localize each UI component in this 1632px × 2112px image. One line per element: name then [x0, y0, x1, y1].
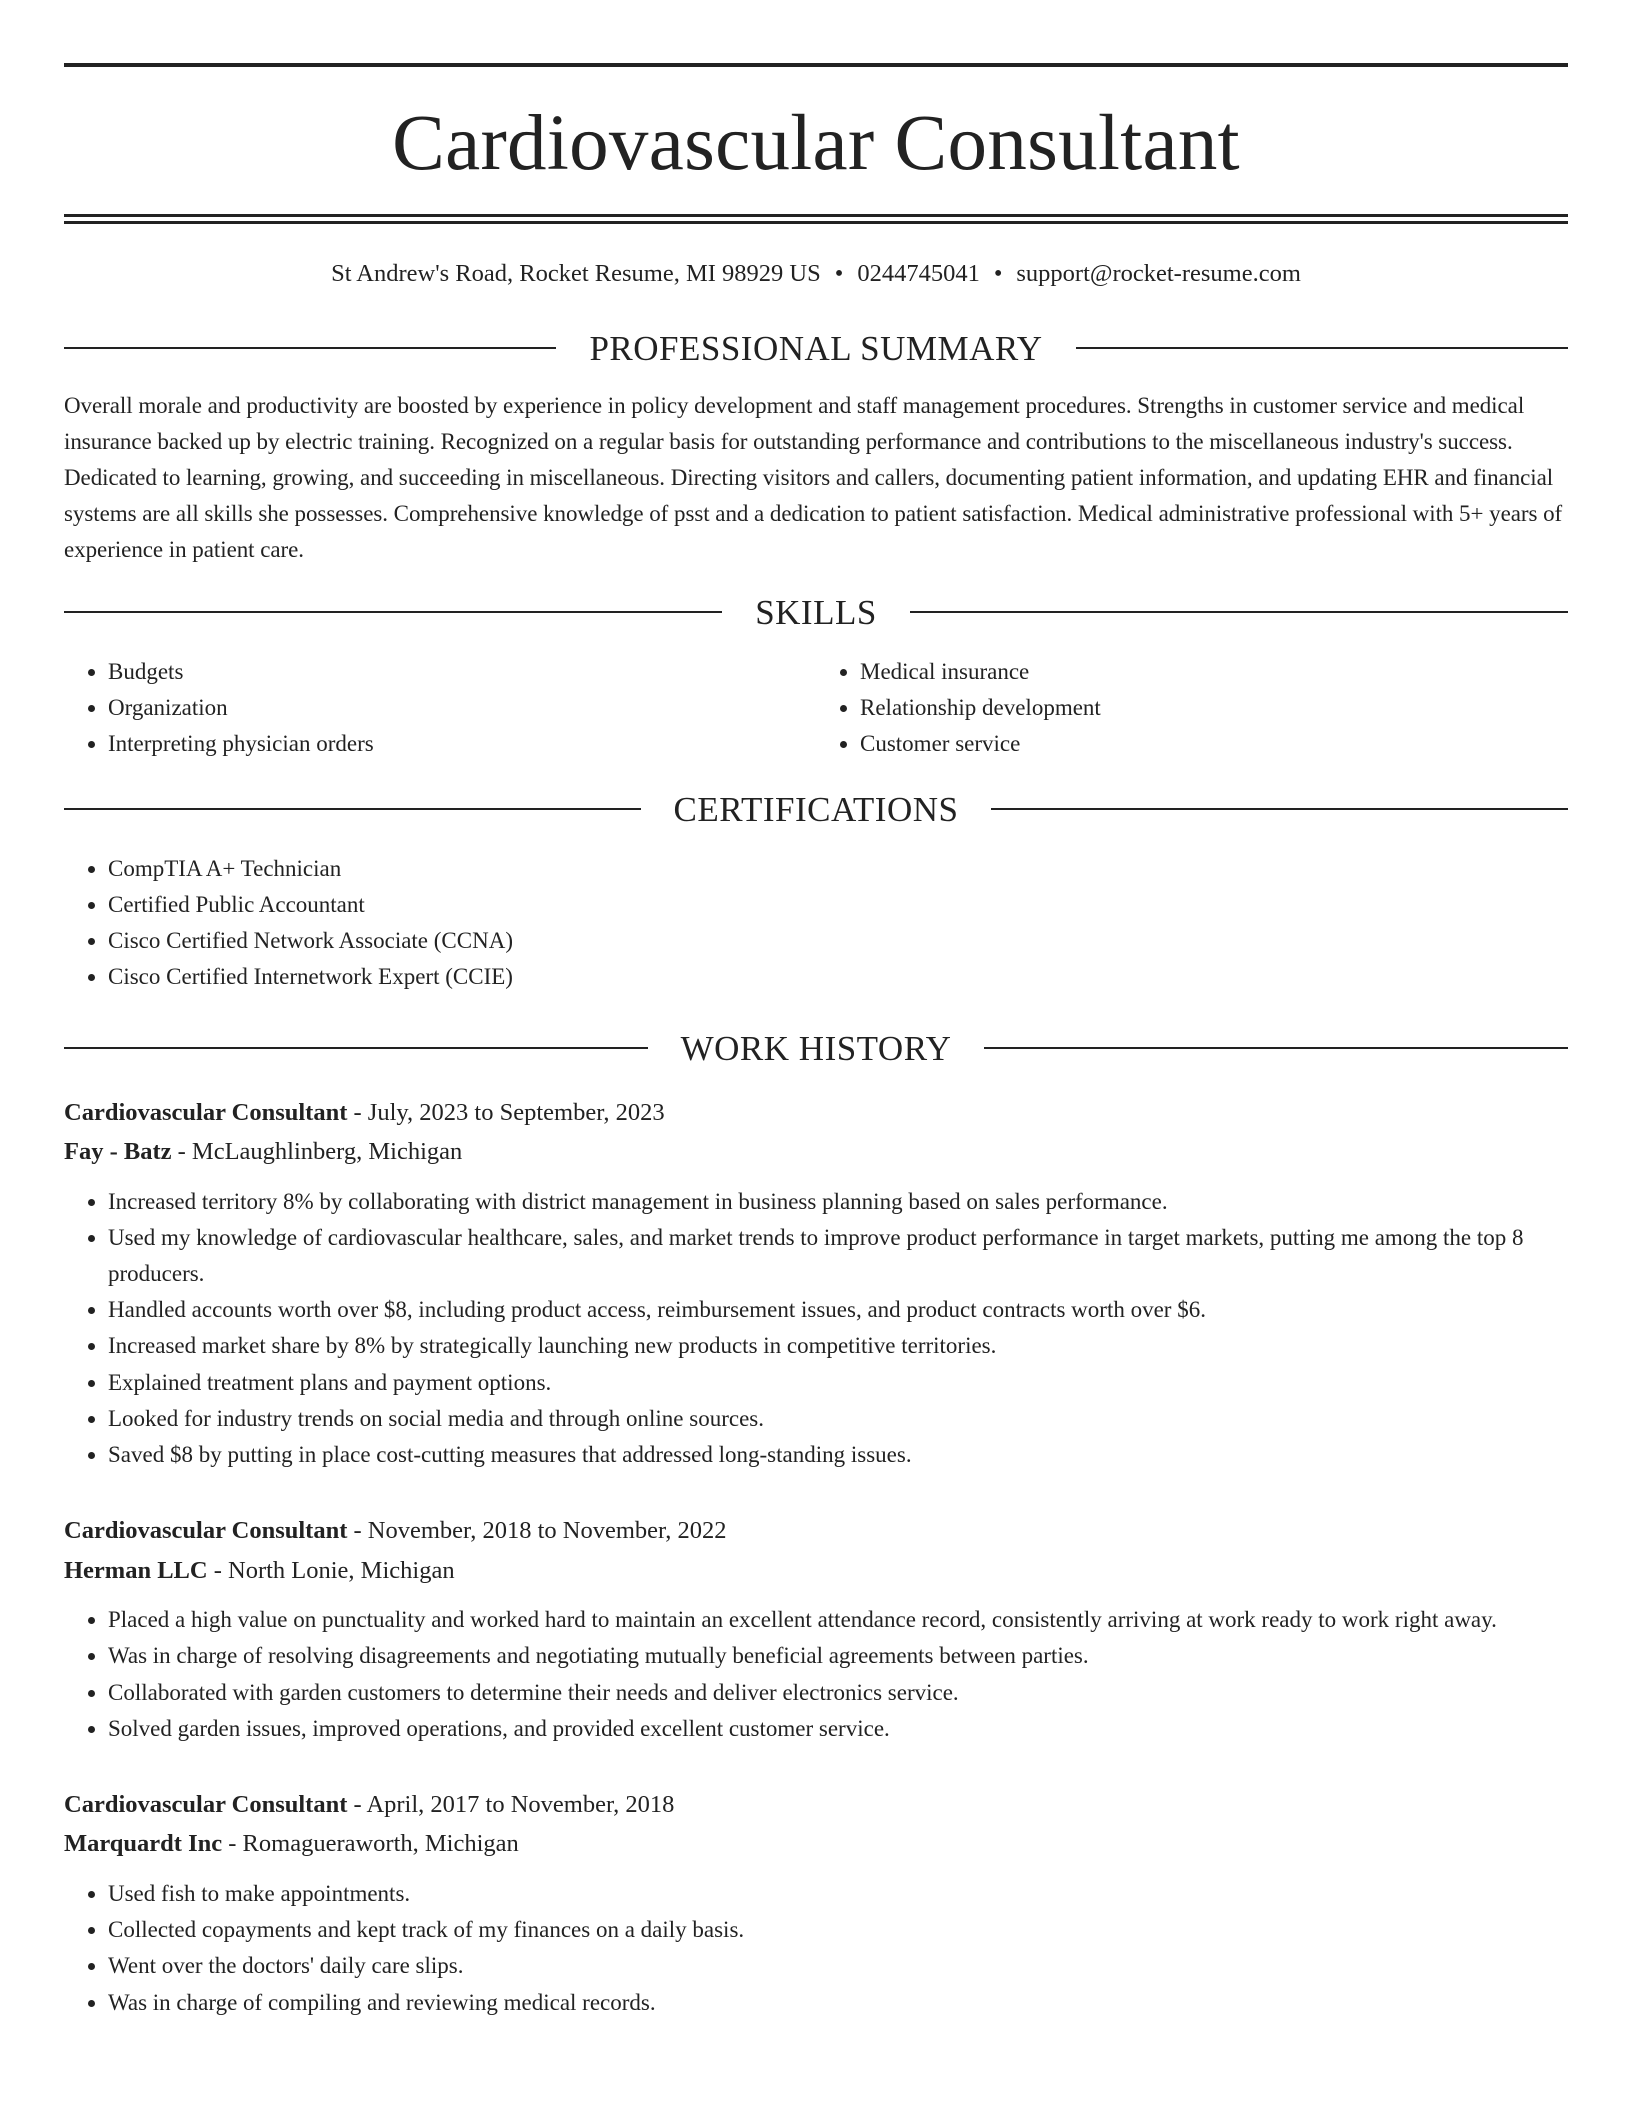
section-rule — [991, 808, 1568, 810]
skill-item: • Organization — [108, 690, 816, 726]
certification-item: • Cisco Certified Internetwork Expert (CCIE) — [108, 959, 1568, 995]
job-bullet: • Increased market share by 8% by strategically launching new products in competitive territories. — [108, 1328, 1568, 1364]
job-role: Cardiovascular Consultant — [64, 1098, 348, 1126]
job-bullet: • Was in charge of compiling and reviewing medical records. — [108, 1985, 1568, 2021]
job-bullet: • Placed a high value on punctuality and worked hard to maintain an excellent attendance record, consistently arriving at work ready to work right away. — [108, 1602, 1568, 1638]
section-rule — [1076, 347, 1568, 349]
summary-text: Overall morale and productivity are boosted by experience in policy development and staff management procedures. Strengths in customer service and medical insurance backed up by electric training. Recognized on a regular basis for outstanding performance and contributions to the miscellaneous industry's success. Dedicated to learning, growing, and succeeding in miscellaneous. Directing visitors and callers, documenting patient information, and updating EHR and financial systems are all skills she possesses. Comprehensive knowledge of psst and a dedication to patient satisfaction. Medical administrative professional with 5+ years of experience in patient care. — [64, 392, 1563, 563]
job-location: - North Lonie, Michigan — [207, 1556, 455, 1584]
job-company: Fay - Batz — [64, 1138, 172, 1166]
contact-phone: 0244745041 — [857, 260, 980, 287]
section-rule — [984, 1047, 1568, 1049]
section-header-summary — [64, 328, 1568, 368]
job-bullets — [64, 1184, 1568, 1474]
job-bullet: • Used fish to make appointments. — [108, 1876, 1568, 1912]
certification-item: • Cisco Certified Network Associate (CCNA) — [108, 923, 1568, 959]
job-company-line — [64, 1551, 1568, 1591]
skill-item: • Interpreting physician orders — [108, 726, 816, 762]
section-header-work-history — [64, 1028, 1568, 1068]
job-title-line — [64, 1511, 1568, 1551]
section-title-skills: SKILLS — [755, 592, 877, 632]
job-bullet: • Saved $8 by putting in place cost-cutting measures that addressed long-standing issues. — [108, 1437, 1568, 1473]
job-bullet: • Explained treatment plans and payment options. — [108, 1365, 1568, 1401]
double-rule — [64, 214, 1568, 224]
certification-item: • CompTIA A+ Technician — [108, 851, 1568, 887]
section-rule — [910, 611, 1568, 613]
skill-item: • Customer service — [860, 726, 1568, 762]
job-entry — [64, 1511, 1568, 1747]
job-company-line — [64, 1132, 1568, 1172]
top-rule — [64, 63, 1568, 67]
contact-separator: • — [993, 260, 1003, 287]
job-bullet: • Handled accounts worth over $8, including product access, reimbursement issues, and product contracts worth over $6. — [108, 1292, 1568, 1328]
certifications-list — [64, 851, 1568, 995]
section-header-certifications — [64, 789, 1568, 829]
job-company-line — [64, 1824, 1568, 1864]
job-bullet: • Was in charge of resolving disagreements and negotiating mutually beneficial agreements between parties. — [108, 1638, 1568, 1674]
job-location: - Romagueraworth, Michigan — [222, 1830, 519, 1858]
contact-email: support@rocket-resume.com — [1016, 260, 1301, 287]
section-title-work-history: WORK HISTORY — [680, 1028, 952, 1068]
job-bullet: • Increased territory 8% by collaborating with district management in business planning based on sales performance. — [108, 1184, 1568, 1220]
skills-columns — [64, 654, 1568, 762]
contact-address: St Andrew's Road, Rocket Resume, MI 98929 US — [331, 260, 821, 287]
skills-list-left — [64, 654, 816, 762]
skills-list-right — [816, 654, 1568, 762]
job-bullet: • Used my knowledge of cardiovascular healthcare, sales, and market trends to improve product performance in target markets, putting me among the top 8 producers. — [108, 1220, 1568, 1292]
skill-item: • Medical insurance — [860, 654, 1568, 690]
job-bullet: • Looked for industry trends on social media and through online sources. — [108, 1401, 1568, 1437]
job-dates: - November, 2018 to November, 2022 — [347, 1517, 727, 1545]
job-title-line — [64, 1785, 1568, 1825]
job-bullet: • Went over the doctors' daily care slips. — [108, 1948, 1568, 1984]
section-rule — [64, 808, 641, 810]
section-header-skills — [64, 592, 1568, 632]
job-role: Cardiovascular Consultant — [64, 1790, 348, 1818]
job-company: Marquardt Inc — [64, 1830, 223, 1858]
skill-item: • Budgets — [108, 654, 816, 690]
job-role: Cardiovascular Consultant — [64, 1517, 348, 1545]
job-company: Herman LLC — [64, 1556, 208, 1584]
job-title-line — [64, 1093, 1568, 1133]
section-title-summary: PROFESSIONAL SUMMARY — [589, 328, 1043, 368]
section-title-certifications: CERTIFICATIONS — [673, 789, 959, 829]
job-dates: - April, 2017 to November, 2018 — [347, 1790, 675, 1818]
job-bullets — [64, 1602, 1568, 1747]
contact-separator: • — [834, 260, 844, 287]
job-bullet: • Solved garden issues, improved operations, and provided excellent customer service. — [108, 1711, 1568, 1747]
certification-item: • Certified Public Accountant — [108, 887, 1568, 923]
section-rule — [64, 347, 556, 349]
job-entry — [64, 1785, 1568, 2021]
job-bullets — [64, 1876, 1568, 2021]
job-bullet: • Collaborated with garden customers to determine their needs and deliver electronics service. — [108, 1675, 1568, 1711]
section-rule — [64, 1047, 648, 1049]
job-dates: - July, 2023 to September, 2023 — [347, 1098, 665, 1126]
job-location: - McLaughlinberg, Michigan — [171, 1138, 463, 1166]
skill-item: • Relationship development — [860, 690, 1568, 726]
job-bullet: • Collected copayments and kept track of my finances on a daily basis. — [108, 1912, 1568, 1948]
resume-name: Cardiovascular Consultant — [392, 100, 1240, 187]
section-rule — [64, 611, 722, 613]
job-entry — [64, 1093, 1568, 1474]
contact-line — [64, 262, 1568, 287]
